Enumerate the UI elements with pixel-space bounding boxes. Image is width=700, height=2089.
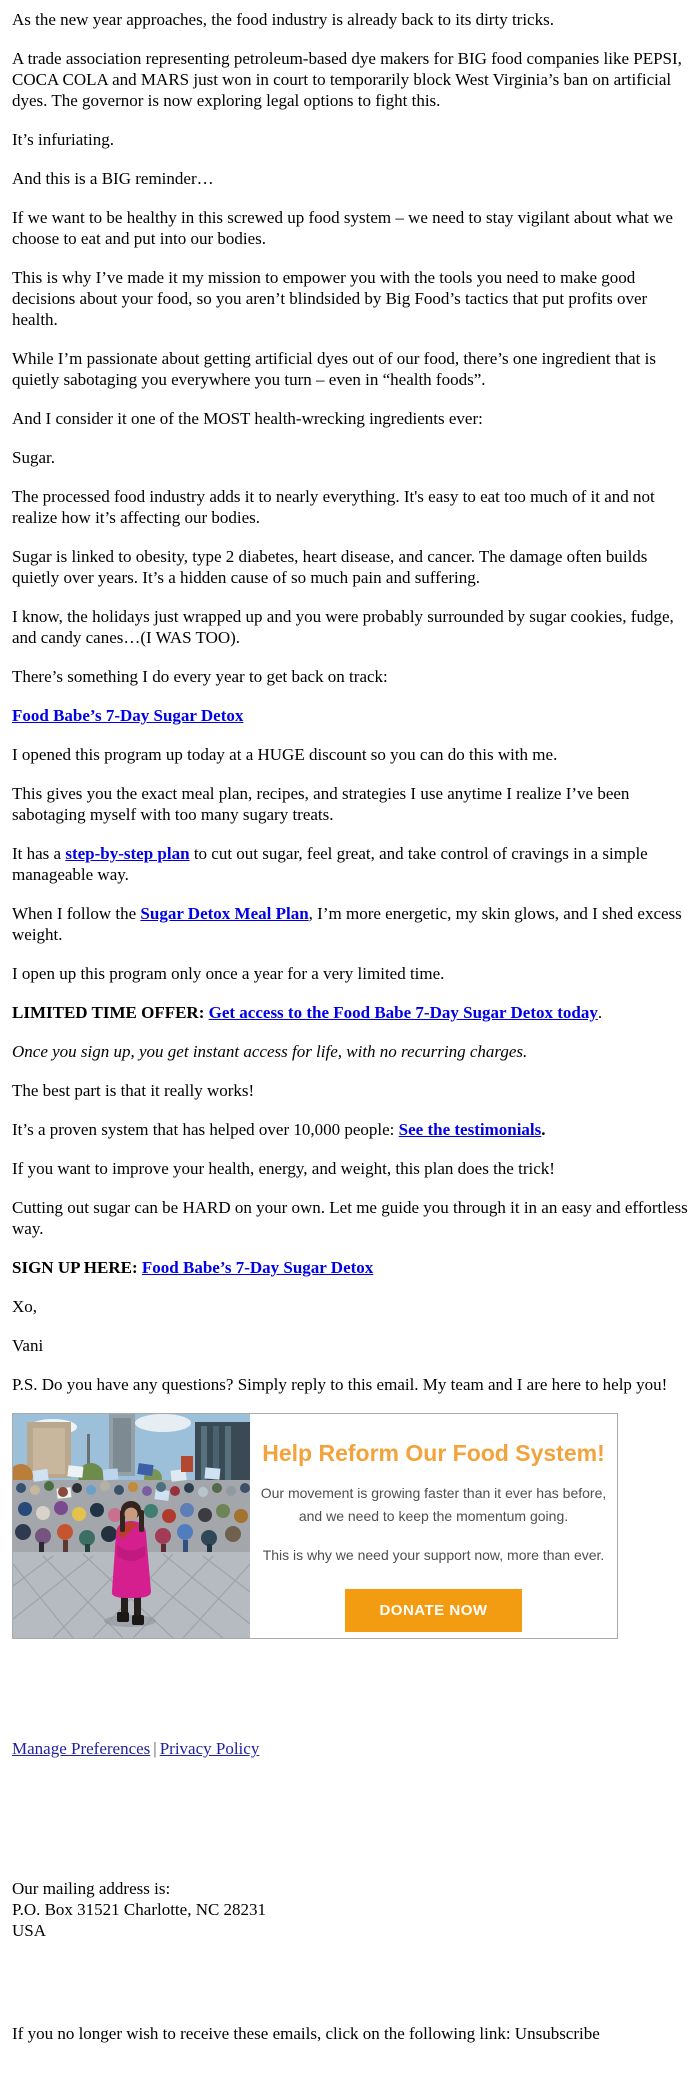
- mailing-address-intro: Our mailing address is:: [12, 1879, 171, 1898]
- paragraph-most-health-wrecking: And I consider it one of the MOST health-wrecking ingredients ever:: [12, 409, 483, 428]
- sign-up-here-label: SIGN UP HERE:: [12, 1258, 142, 1277]
- protest-crowd-illustration: [13, 1414, 250, 1638]
- text-segment: It’s a proven system that has helped over 10,000 people:: [12, 1120, 399, 1139]
- paragraph-processed-food: The processed food industry adds it to nearly everything. It's easy to eat too much of it and not realize how it’s affecting our bodies.: [12, 487, 655, 527]
- paragraph-ps: P.S. Do you have any questions? Simply reply to this email. My team and I are here to help you!: [12, 1375, 668, 1394]
- footer-links: [12, 1738, 688, 1759]
- mailing-address-country: USA: [12, 1921, 47, 1940]
- donate-now-button[interactable]: DONATE NOW: [345, 1589, 521, 1632]
- text-segment: .: [541, 1120, 546, 1139]
- paragraph-once-a-year: I open up this program only once a year for a very limited time.: [12, 964, 445, 983]
- text-segment: When I follow the: [12, 904, 141, 923]
- signature-xo: Xo,: [12, 1297, 38, 1316]
- get-access-link[interactable]: Get access to the Food Babe 7-Day Sugar Detox today: [208, 1003, 598, 1022]
- paragraph-limited-time-offer: [12, 1002, 688, 1023]
- step-by-step-plan-link[interactable]: step-by-step plan: [65, 844, 190, 863]
- text-segment: It has a: [12, 844, 66, 863]
- protest-crowd-photo[interactable]: [13, 1414, 250, 1638]
- paragraph-sugar: Sugar.: [12, 448, 55, 467]
- paragraph-proven-system: [12, 1119, 688, 1140]
- paragraph-detox-link: [12, 705, 688, 726]
- paragraph-mission: This is why I’ve made it my mission to empower you with the tools you need to make good decisions about your food, so you aren’t blindsided by Big Food’s tactics that put profits over health.: [12, 268, 648, 329]
- text-segment: , I’m more energetic, my skin glows, and I shed excess weight.: [12, 904, 682, 944]
- paragraph-big-reminder: And this is a BIG reminder…: [12, 169, 214, 188]
- unsubscribe-text: If you no longer wish to receive these emails, click on the following link:: [12, 2024, 515, 2043]
- donation-banner[interactable]: [12, 1413, 618, 1639]
- banner-text-line2: This is why we need your support now, more than ever.: [262, 1547, 605, 1563]
- paragraph-step-by-step: [12, 843, 688, 885]
- unsubscribe-link[interactable]: Unsubscribe: [514, 2024, 600, 2043]
- text-segment: to cut out sugar, feel great, and take control of cravings in a simple manageable way.: [12, 844, 648, 884]
- paragraph-sign-up-here: [12, 1257, 688, 1278]
- mailing-address-street: P.O. Box 31521 Charlotte, NC 28231: [12, 1900, 267, 1919]
- see-testimonials-link[interactable]: See the testimonials: [398, 1120, 542, 1139]
- paragraph-meal-plan: [12, 903, 688, 945]
- privacy-policy-link[interactable]: Privacy Policy: [159, 1739, 260, 1758]
- sugar-detox-link[interactable]: Food Babe’s 7-Day Sugar Detox: [12, 706, 244, 725]
- limited-time-offer-label: LIMITED TIME OFFER:: [12, 1003, 209, 1022]
- unsubscribe-line: [12, 2023, 688, 2044]
- sugar-detox-meal-plan-link[interactable]: Sugar Detox Meal Plan: [140, 904, 309, 923]
- banner-heading: Help Reform Our Food System!: [262, 1440, 605, 1466]
- paragraph-sugar-linked: Sugar is linked to obesity, type 2 diabetes, heart disease, and cancer. The damage often builds quietly over years. It’s a hidden cause of so much pain and suffering.: [12, 547, 648, 587]
- manage-preferences-link[interactable]: Manage Preferences: [12, 1739, 151, 1758]
- paragraph-exact-meal-plan: This gives you the exact meal plan, recipes, and strategies I use anytime I realize I’ve been sabotaging myself with too many sugary treats.: [12, 784, 630, 824]
- paragraph-instant-access: Once you sign up, you get instant access for life, with no recurring charges.: [12, 1042, 528, 1061]
- footer-links-separator: |: [153, 1739, 157, 1758]
- paragraph-cutting-out-sugar: Cutting out sugar can be HARD on your own. Let me guide you through it in an easy and effortless way.: [12, 1198, 688, 1238]
- paragraph-really-works: The best part is that it really works!: [12, 1081, 255, 1100]
- paragraph-infuriating: It’s infuriating.: [12, 130, 114, 149]
- paragraph-stay-vigilant: If we want to be healthy in this screwed up food system – we need to stay vigilant about what we choose to eat and put into our bodies.: [12, 208, 673, 248]
- paragraph-one-ingredient: While I’m passionate about getting artificial dyes out of our food, there’s one ingredient that is quietly sabotaging you everywhere you turn – even in “health foods”.: [12, 349, 656, 389]
- mailing-address: [12, 1878, 688, 1941]
- paragraph-holidays: I know, the holidays just wrapped up and you were probably surrounded by sugar cookies, fudge, and candy canes…(I WAS TOO).: [12, 607, 674, 647]
- paragraph-back-on-track: There’s something I do every year to get back on track:: [12, 667, 388, 686]
- text-segment: .: [597, 1003, 603, 1022]
- paragraph-trade-association: A trade association representing petroleum-based dye makers for BIG food companies like PEPSI, COCA COLA and MARS just won in court to temporarily block West Virginia’s ban on artificial dyes. The governor is now exploring legal options to fight this.: [12, 49, 682, 110]
- paragraph-does-the-trick: If you want to improve your health, energy, and weight, this plan does the trick!: [12, 1159, 555, 1178]
- sign-up-detox-link[interactable]: Food Babe’s 7-Day Sugar Detox: [141, 1258, 374, 1277]
- paragraph-huge-discount: I opened this program up today at a HUGE discount so you can do this with me.: [12, 745, 558, 764]
- signature-vani: Vani: [12, 1336, 44, 1355]
- banner-text-line1: Our movement is growing faster than it ever has before, and we need to keep the momentum going.: [260, 1485, 607, 1524]
- paragraph-intro: As the new year approaches, the food industry is already back to its dirty tricks.: [12, 10, 554, 29]
- banner-content: [250, 1414, 617, 1638]
